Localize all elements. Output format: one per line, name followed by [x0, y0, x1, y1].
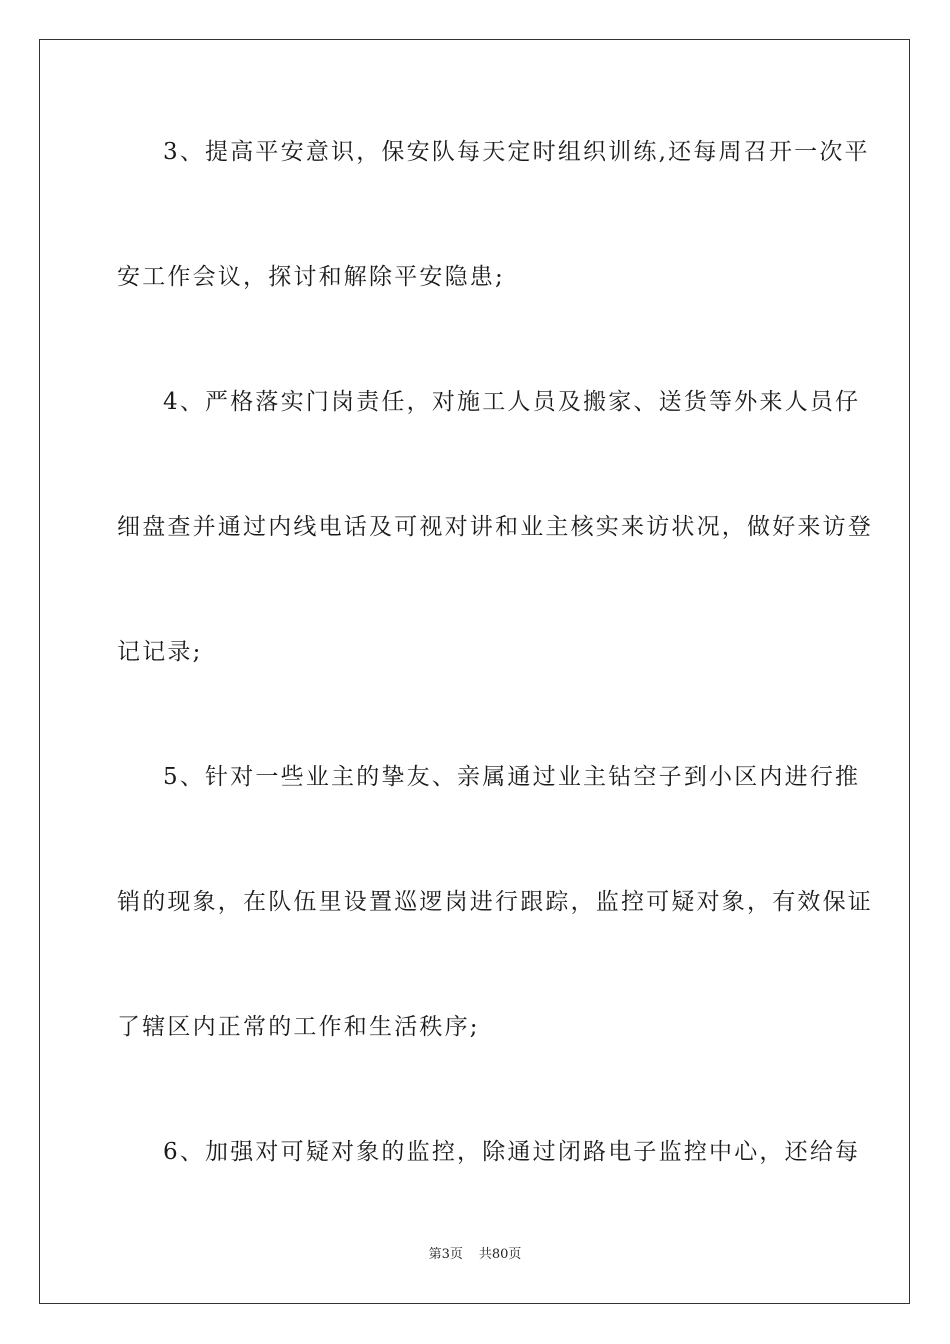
paragraph-3-line-2: 安工作会议，探讨和解除平安隐患;	[117, 264, 505, 290]
page-border	[39, 39, 910, 1304]
paragraph-5-line-2: 销的现象，在队伍里设置巡逻岗进行跟踪，监控可疑对象，有效保证	[117, 889, 873, 915]
paragraph-3-line-1: 3、提高平安意识，保安队每天定时组织训练,还每周召开一次平	[163, 139, 870, 165]
total-pages: 共80页	[478, 1247, 522, 1262]
paragraph-5-line-1: 5、针对一些业主的挚友、亲属通过业主钻空子到小区内进行推	[163, 764, 861, 790]
paragraph-4-line-1: 4、严格落实门岗责任，对施工人员及搬家、送货等外来人员仔	[163, 389, 861, 415]
paragraph-6-line-1: 6、加强对可疑对象的监控，除通过闭路电子监控中心，还给每	[163, 1139, 861, 1165]
page-footer	[0, 1246, 950, 1264]
paragraph-5-line-3: 了辖区内正常的工作和生活秩序;	[117, 1014, 480, 1040]
paragraph-4-line-3: 记记录;	[117, 639, 203, 665]
page-number: 第3页	[428, 1247, 463, 1262]
paragraph-4-line-2: 细盘查并通过内线电话及可视对讲和业主核实来访状况，做好来访登	[117, 514, 873, 540]
